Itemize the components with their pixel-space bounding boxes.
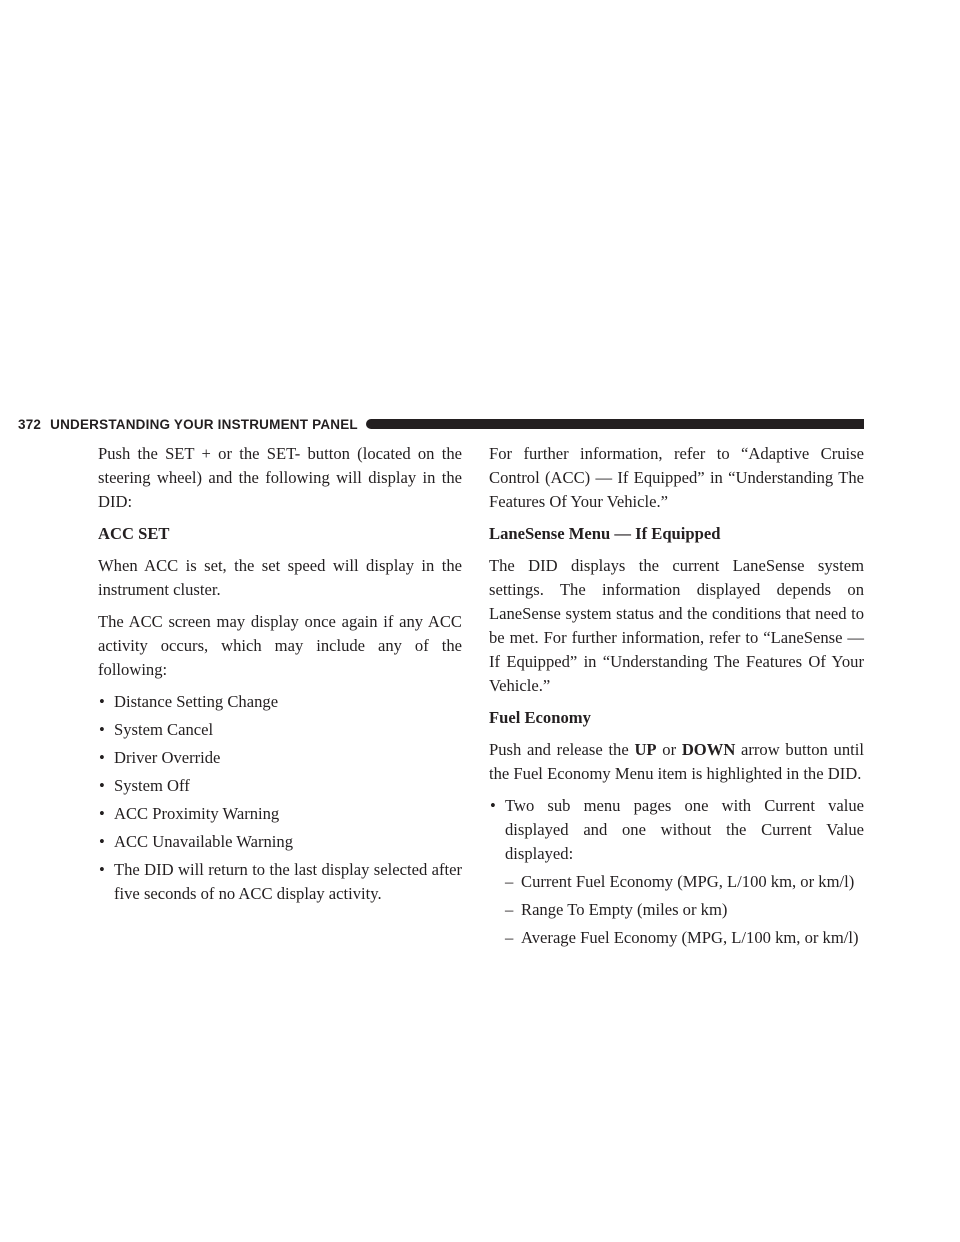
list-item-text: The DID will return to the last display selected after five seconds of no ACC display activity. — [114, 860, 462, 903]
list-item-text: Two sub menu pages one with Current value displayed and one without the Current Value displayed: — [505, 796, 864, 863]
fuel-text-or: or — [656, 740, 682, 759]
bullet-icon: • — [99, 720, 105, 739]
list-item — [98, 690, 462, 714]
up-button-label: UP — [634, 740, 657, 759]
list-item — [98, 830, 462, 854]
list-item-text: Distance Setting Change — [114, 692, 279, 711]
acc-activity-list — [98, 690, 462, 906]
list-item-text: Driver Override — [114, 748, 221, 767]
list-item — [98, 802, 462, 826]
lanesense-paragraph: The DID displays the current LaneSense system settings. The information displayed depends on LaneSense system status and the conditions that need to be met. For further information, refer to “LaneSense — If Equipped” in “Understanding The Features Of Your Vehicle.” — [489, 556, 864, 695]
acc-set-paragraph: When ACC is set, the set speed will display in the instrument cluster. — [98, 556, 462, 599]
further-info-paragraph: For further information, refer to “Adaptive Cruise Control (ACC) — If Equipped” in “Understanding The Features Of Your Vehicle.” — [489, 444, 864, 511]
sub-list-item-text: Range To Empty (miles or km) — [521, 900, 728, 919]
list-item — [98, 774, 462, 798]
dash-icon: – — [505, 928, 514, 947]
sub-list-item-text: Average Fuel Economy (MPG, L/100 km, or km/l) — [521, 928, 859, 947]
bullet-icon: • — [99, 776, 105, 795]
lanesense-heading: LaneSense Menu — If Equipped — [489, 524, 721, 543]
list-item — [98, 746, 462, 770]
bullet-icon: • — [99, 748, 105, 767]
fuel-text-pre: Push and release the — [489, 740, 635, 759]
list-item-text: ACC Proximity Warning — [114, 804, 280, 823]
acc-screen-paragraph: The ACC screen may display once again if any ACC activity occurs, which may include any of the following: — [98, 612, 462, 679]
list-item-text: ACC Unavailable Warning — [114, 832, 294, 851]
intro-paragraph: Push the SET + or the SET- button (located on the steering wheel) and the following will display in the DID: — [98, 444, 462, 511]
fuel-economy-heading: Fuel Economy — [489, 708, 591, 727]
left-column — [98, 442, 462, 910]
sub-list-item-text: Current Fuel Economy (MPG, L/100 km, or km/l) — [521, 872, 855, 891]
list-item — [98, 718, 462, 742]
bullet-icon: • — [99, 832, 105, 851]
bullet-icon: • — [99, 804, 105, 823]
fuel-text-post: arrow button until the Fuel Economy Menu item is highlighted in the DID. — [489, 740, 864, 783]
list-item — [489, 794, 864, 950]
sub-list-item — [505, 898, 864, 922]
fuel-economy-paragraph — [489, 738, 864, 786]
right-column — [489, 442, 864, 954]
page-header — [18, 412, 864, 436]
page-number: 372 — [18, 416, 42, 432]
fuel-sub-list — [505, 870, 864, 950]
sub-list-item — [505, 926, 864, 950]
section-title: UNDERSTANDING YOUR INSTRUMENT PANEL — [50, 416, 358, 432]
dash-icon: – — [505, 872, 514, 891]
bullet-icon: • — [99, 860, 105, 879]
bullet-icon: • — [99, 692, 105, 711]
dash-icon: – — [505, 900, 514, 919]
list-item — [98, 858, 462, 906]
acc-set-heading: ACC SET — [98, 524, 170, 543]
header-rule — [366, 419, 864, 429]
sub-list-item — [505, 870, 864, 894]
list-item-text: System Off — [114, 776, 190, 795]
list-item-text: System Cancel — [114, 720, 214, 739]
down-button-label: DOWN — [681, 740, 736, 759]
fuel-economy-list — [489, 794, 864, 950]
bullet-icon: • — [490, 796, 496, 815]
